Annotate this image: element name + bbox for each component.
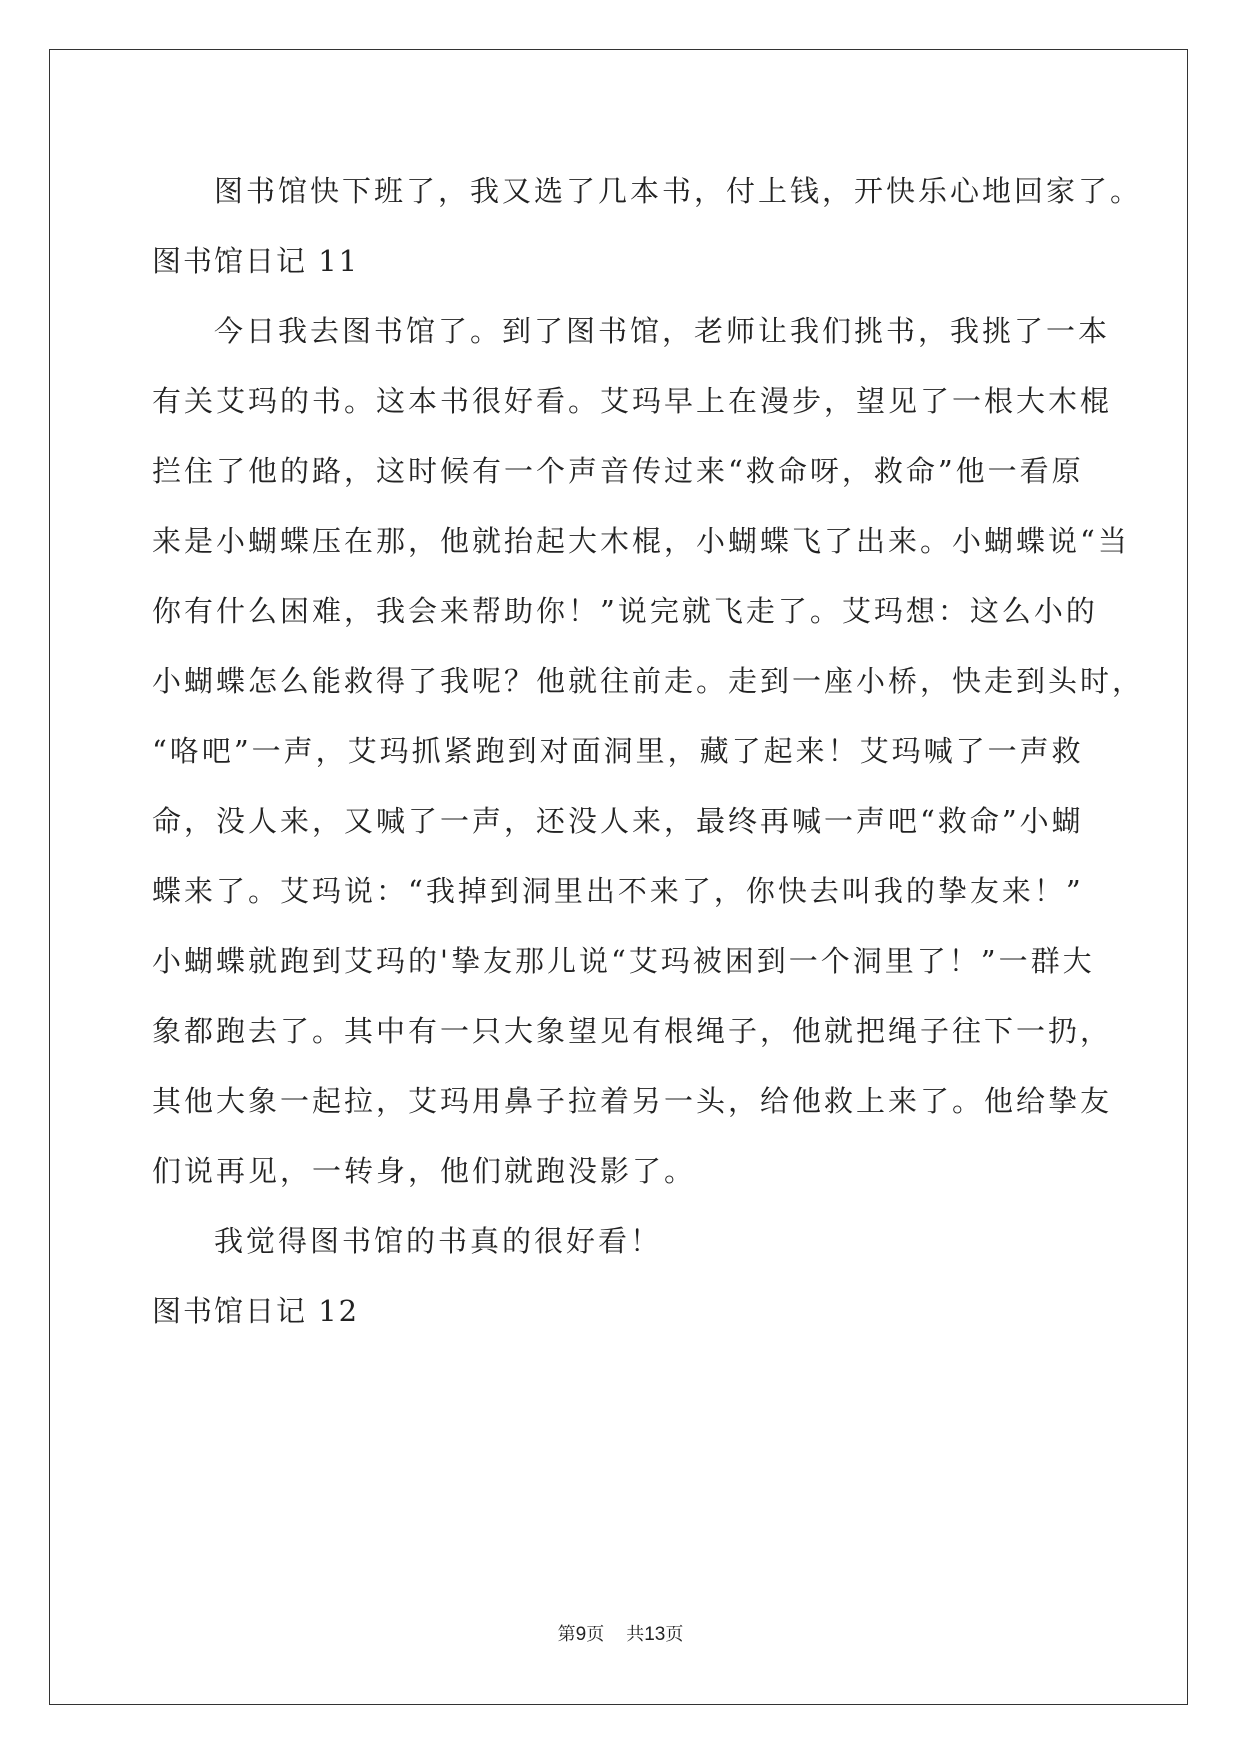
paragraph-line: 有关艾玛的书。这本书很好看。艾玛早上在漫步，望见了一根大木棍: [152, 384, 1113, 418]
total-pages: 13: [644, 1624, 666, 1645]
paragraph-line: 小蝴蝶怎么能救得了我呢？他就往前走。走到一座小桥，快走到头时，: [152, 664, 1145, 698]
paragraph-line: 我觉得图书馆的书真的很好看！: [214, 1224, 663, 1258]
paragraph-line: 图书馆快下班了，我又选了几本书，付上钱，开快乐心地回家了。: [214, 174, 1143, 208]
paragraph-line: 今日我去图书馆了。到了图书馆，老师让我们挑书，我挑了一本: [214, 314, 1111, 348]
page-prefix: 第: [557, 1624, 576, 1645]
paragraph-line: 你有什么困难，我会来帮助你！”说完就飞走了。艾玛想：这么小的: [152, 594, 1098, 628]
section-heading: 图书馆日记 11: [152, 244, 360, 278]
paragraph-line: 象都跑去了。其中有一只大象望见有根绳子，他就把绳子往下一扔，: [152, 1014, 1113, 1048]
paragraph-line: 命，没人来，又喊了一声，还没人来，最终再喊一声吧“救命”小蝴: [152, 804, 1084, 838]
document-body: [152, 168, 1145, 1358]
paragraph-line: 小蝴蝶就跑到艾玛的'挚友那儿说“艾玛被困到一个洞里了！”一群大: [152, 944, 1095, 978]
total-suffix: 页: [665, 1624, 684, 1645]
paragraph-line: 蝶来了。艾玛说：“我掉到洞里出不来了，你快去叫我的挚友来！”: [152, 874, 1084, 908]
paragraph-line: “咯吧”一声，艾玛抓紧跑到对面洞里，藏了起来！艾玛喊了一声救: [152, 734, 1084, 768]
total-prefix: 共: [626, 1624, 645, 1645]
section-heading: 图书馆日记 12: [152, 1294, 360, 1328]
paragraph-line: 来是小蝴蝶压在那，他就抬起大木棍，小蝴蝶飞了出来。小蝴蝶说“当: [152, 524, 1130, 558]
page-suffix: 页: [586, 1624, 605, 1645]
paragraph-line: 拦住了他的路，这时候有一个声音传过来“救命呀，救命”他一看原: [152, 454, 1084, 488]
paragraph-line: 们说再见，一转身，他们就跑没影了。: [152, 1154, 697, 1188]
page-footer: [0, 1620, 1241, 1646]
paragraph-line: 其他大象一起拉，艾玛用鼻子拉着另一头，给他救上来了。他给挚友: [152, 1084, 1113, 1118]
page-number: 9: [575, 1624, 587, 1645]
